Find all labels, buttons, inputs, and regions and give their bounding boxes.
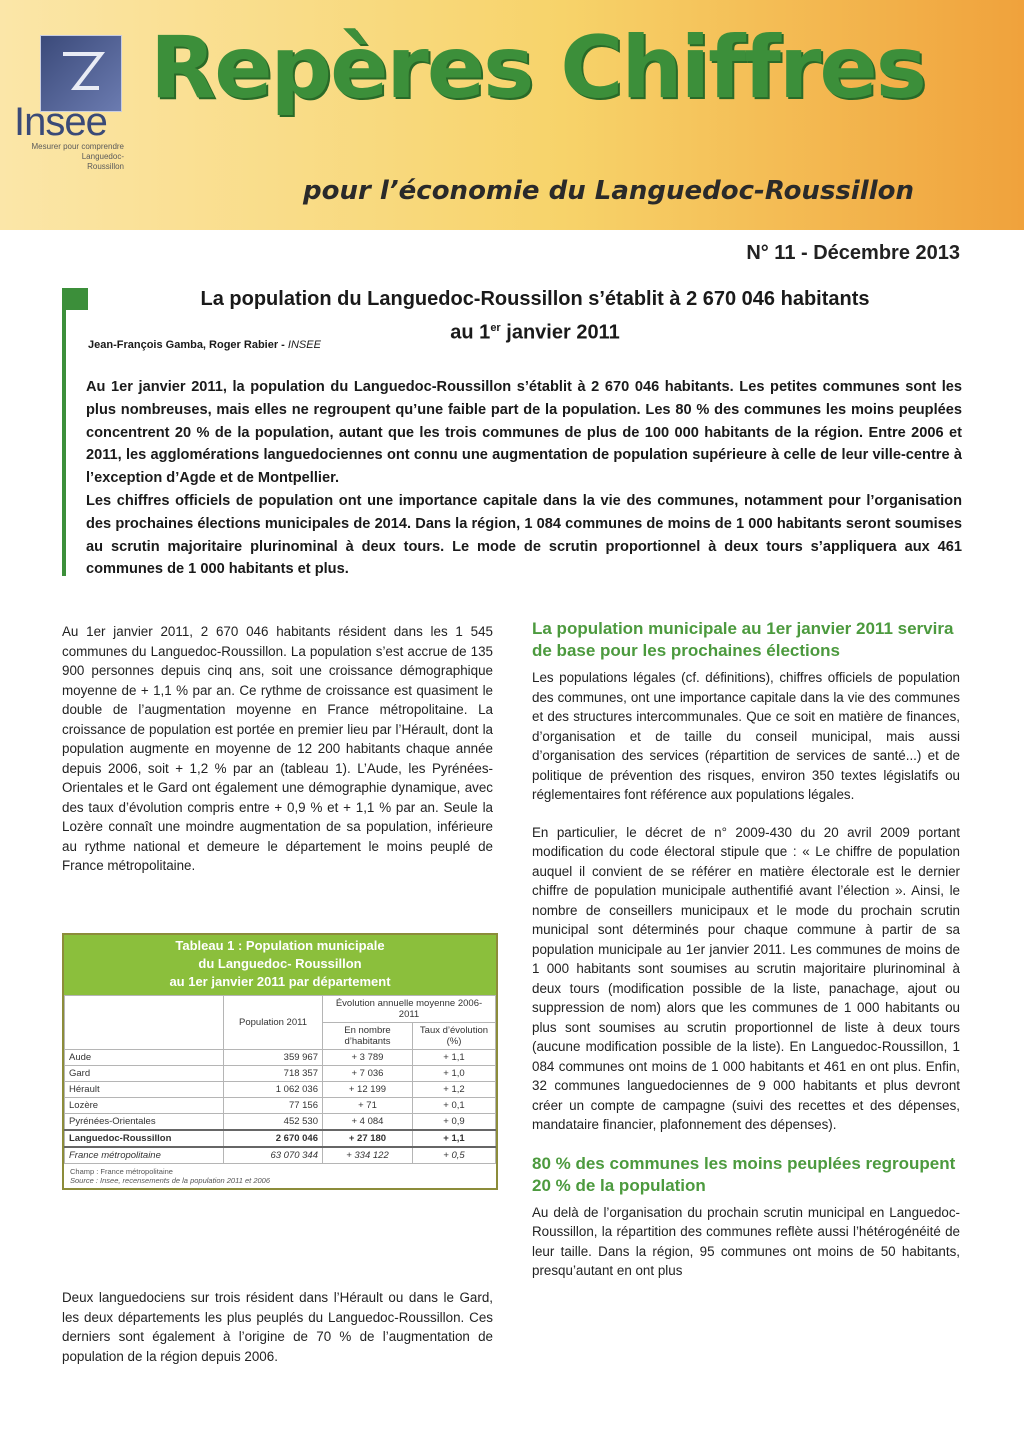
article-title: La population du Languedoc-Roussillon s’établit à 2 670 046 habitants au 1er janvier 2011 (200, 288, 870, 344)
lead-paragraph: Au 1er janvier 2011, la population du Languedoc-Roussillon s’établit à 2 670 046 habitants. Les petites communes sont les plus nombreuses, mais elles ne regroupent qu’une faible part de la population. Les 80 % des communes les moins peuplées concentrent 20 % de la population, autant que les trois communes de plus de 100 000 habitants de la région. Entre 2006 et 2011, les agglomérations languedociennes ont connu une augmentation de population supérieure à celle de leur ville-centre à l’exception d’Agde et de Montpellier. (86, 379, 962, 487)
table-row: Hérault 1 062 036 + 12 199 + 1,2 (65, 1082, 496, 1098)
population-table (62, 933, 498, 1190)
body-paragraph: En particulier, le décret de n° 2009-430 du 20 avril 2009 portant modification du code électoral stipule que : « Le chiffre de population auquel il convient de se référer en matière électorale est le dernier chiffre de population municipale authentifié avant l’élection ». Ainsi, le nombre de conseillers municipaux et le mode du prochain scrutin municipal sont déterminés pour chaque commune à partir de sa population municipale au 1er janvier 2011. Les communes de moins de 1 000 habitants sont soumises au scrutin majoritaire plurinominal à deux tours (modification possible de la liste, panachage, ajout ou suppression de nom) alors que les communes de 1 000 habitants ou plus sont soumises au scrutin proportionnel de liste à deux tours (aucune modification possible de la liste). En Languedoc-Roussillon, 1 084 communes ont moins de 1 000 habitants et 461 en ont plus. Enfin, 32 communes languedociennes de 9 000 habitants et plus devront créer un compte de campagne (suivi des recettes et des dépenses, mandataire financier, plafonnement des dépenses). (532, 824, 960, 1132)
body-paragraph: Au delà de l’organisation du prochain scrutin municipal en Languedoc-Roussillon, la répartition des communes reflète aussi l’hétérogénéité de leur taille. Dans la région, 95 communes ont moins de 50 habitants, presqu’autant en ont plus (532, 1204, 960, 1278)
section-heading: La population municipale au 1er janvier 2011 servira de base pour les prochaines élections (532, 619, 954, 660)
insee-logo-text: Insee (14, 100, 107, 144)
body-paragraph: Deux languedociens sur trois résident dans l’Hérault ou dans le Gard, les deux départements les plus peuplés du Languedoc-Roussillon. Ces derniers sont également à l’origine de 70 % de l’augmentation de population de la région depuis 2006. (62, 1290, 493, 1364)
lead-paragraph: Les chiffres officiels de population ont une importance capitale dans la vie des communes, notamment pour l’organisation des prochaines élections municipales de 2014. Dans la région, 1 084 communes de moins de 1 000 habitants seront soumises au scrutin majoritaire plurinominal à deux tours. Le mode de scrutin proportionnel à deux tours s’appliquera aux 461 communes de 1 000 habitants et plus. (86, 492, 962, 578)
table-header-taux: Taux d’évolution (%) (412, 1023, 495, 1050)
left-column (62, 622, 493, 876)
body-paragraph: Les populations légales (cf. définitions), chiffres officiels de population des communes, ont une importance capitale dans la vie des communes et des structures intercommunales. Que ce soit en matière de finances, d’organisation et de taille du conseil municipal, mais aussi d’organisation des services (répartition de services de santé...) et de politique de prévention des risques, environ 350 textes législatifs ou réglementaires font référence aux populations légales. (532, 670, 960, 802)
table-header-empty (65, 996, 224, 1050)
article-authors: Jean-François Gamba, Roger Rabier - INSEE (88, 339, 321, 351)
table-row: Lozère 77 156 + 71 + 0,1 (65, 1098, 496, 1114)
table-header-evolution: Évolution annuelle moyenne 2006-2011 (323, 996, 496, 1023)
lead-rule (62, 310, 66, 576)
table-row: Gard 718 357 + 7 036 + 1,0 (65, 1066, 496, 1082)
publication-tagline: pour l’économie du Languedoc-Roussillon (303, 176, 914, 206)
table-header-nombre: En nombre d’habitants (323, 1023, 413, 1050)
table-notes: Champ : France métropolitaine Source : Insee, recensements de la population 2011 et 2006 (70, 1167, 270, 1185)
title-marker (62, 288, 88, 310)
issue-number: N° 11 - Décembre 2013 (746, 242, 960, 264)
table-header-population: Population 2011 (224, 996, 323, 1050)
article-lead (86, 376, 962, 581)
left-column-bottom (62, 1288, 493, 1366)
insee-logo-subtitle: Mesurer pour comprendre Languedoc- Roussillon (31, 142, 124, 171)
masthead-banner (0, 0, 1024, 230)
publication-title: Repères Chiffres (150, 18, 925, 118)
table-row-france: France métropolitaine 63 070 344 + 334 122 + 0,5 (65, 1147, 496, 1164)
table-row-region: Languedoc-Roussillon 2 670 046 + 27 180 + 1,1 (65, 1130, 496, 1147)
table-row: Aude 359 967 + 3 789 + 1,1 (65, 1050, 496, 1066)
body-paragraph: Au 1er janvier 2011, 2 670 046 habitants résident dans les 1 545 communes du Languedoc-Roussillon. La population s’est accrue de 135 900 personnes depuis cinq ans, soit une croissance démographique moyenne de + 1,1 % par an. Ce rythme de croissance est quasiment le double de l’augmentation moyenne en France métropolitaine. La croissance de population est portée en premier lieu par l’Hérault, dont la population augmente en moyenne de 12 200 habitants chaque année depuis 2006, soit + 1,2 % par an (tableau 1). L’Aude, les Pyrénées-Orientales et le Gard ont également une démographie dynamique, avec des taux d’évolution compris entre + 0,9 % et + 1,1 % par an. Seule la Lozère connaît une moindre augmentation de sa population, inférieure au rythme national et demeure le département le moins peuplé de France métropolitaine. (62, 624, 493, 873)
table-row: Pyrénées-Orientales 452 530 + 4 084 + 0,9 (65, 1114, 496, 1131)
section-heading: 80 % des communes les moins peuplées regroupent 20 % de la population (532, 1153, 956, 1195)
table-grid (64, 995, 496, 1164)
table-title: Tableau 1 : Population municipale du Languedoc- Roussillon au 1er janvier 2011 par département (64, 935, 496, 995)
right-column (532, 618, 960, 1281)
